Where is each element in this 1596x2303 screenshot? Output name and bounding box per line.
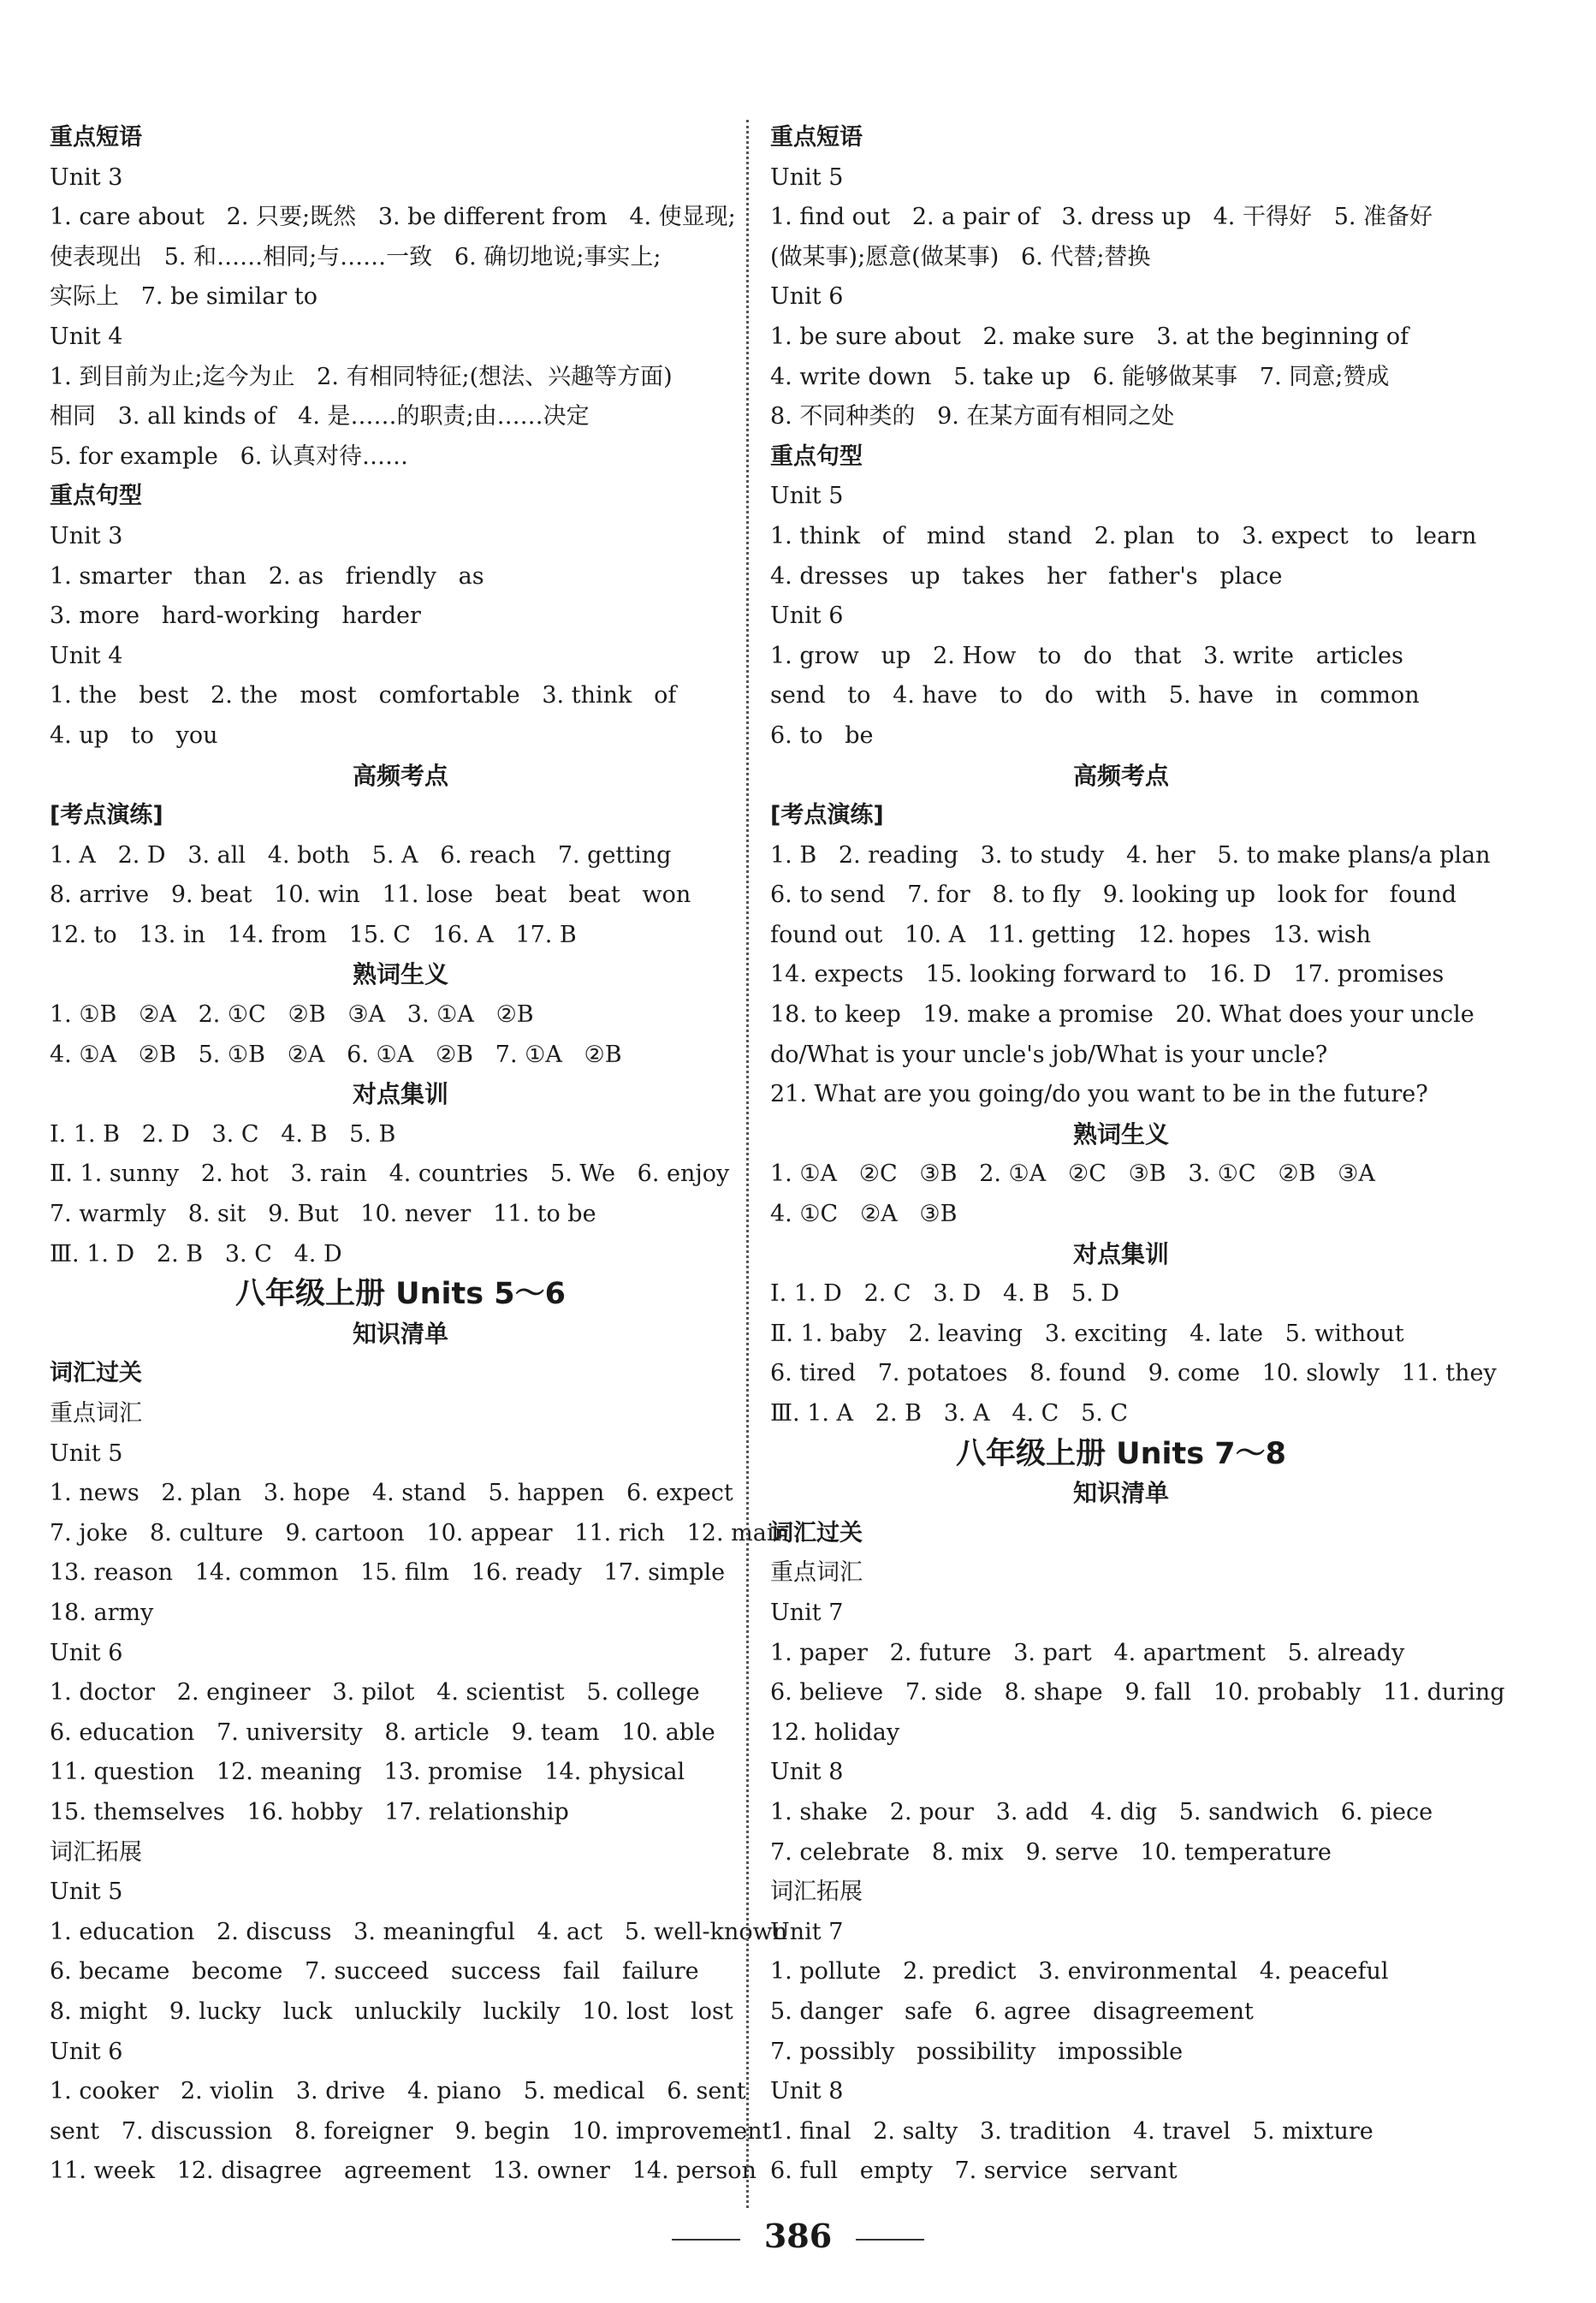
text-line: 3. more hard-working harder (50, 602, 421, 630)
text-line: 13. reason 14. common 15. film 16. ready 17. simple (50, 1559, 726, 1587)
text-line: Unit 5 (50, 1439, 123, 1467)
text-line: Unit 4 (50, 323, 123, 350)
centered-heading: 对点集训 (1072, 1239, 1169, 1268)
section-heading: [考点演练] (50, 802, 163, 829)
text-line: 6. education 7. university 8. article 9. team 10. able (50, 1718, 715, 1746)
text-line: 1. doctor 2. engineer 3. pilot 4. scientist 5. college (50, 1679, 700, 1706)
text-line: Ⅰ. 1. D 2. C 3. D 4. B 5. D (770, 1280, 1119, 1308)
column-divider (746, 120, 749, 2208)
text-line: 1. grow up 2. How to do that 3. write articles (770, 642, 1403, 669)
text-line: Unit 5 (770, 163, 844, 191)
centered-heading: 知识清单 (352, 1319, 448, 1348)
text-line: 1. ①B ②A 2. ①C ②B ③A 3. ①A ②B (50, 1001, 534, 1029)
text-line: sent 7. discussion 8. foreigner 9. begin 10. improvement (50, 2117, 772, 2145)
text-line: 4. up to you (50, 721, 218, 749)
text-line: Unit 5 (50, 1879, 123, 1906)
text-line: Ⅲ. 1. D 2. B 3. C 4. D (50, 1240, 342, 1267)
centered-heading: 熟词生义 (352, 960, 448, 989)
text-line: 11. week 12. disagree agreement 13. owner 14. person (50, 2158, 756, 2185)
text-line: 1. news 2. plan 3. hope 4. stand 5. happen 6. expect (50, 1480, 733, 1507)
section-heading: 词汇过关 (50, 1360, 142, 1387)
text-line: Unit 6 (50, 2038, 123, 2065)
text-line: Unit 6 (50, 1639, 123, 1666)
text-line: 18. to keep 19. make a promise 20. What does your uncle (770, 1001, 1474, 1029)
text-line: Unit 4 (50, 642, 123, 669)
section-heading: 重点句型 (50, 483, 142, 510)
text-line: 5. for example 6. 认真对待…… (50, 442, 408, 470)
text-line: 1. ①A ②C ③B 2. ①A ②C ③B 3. ①C ②B ③A (770, 1160, 1375, 1188)
text-line: Unit 3 (50, 522, 123, 549)
section-heading: [考点演练] (770, 802, 884, 829)
centered-heading: 对点集训 (352, 1080, 448, 1109)
text-line: 1. the best 2. the most comfortable 3. think of (50, 682, 677, 709)
text-line: 15. themselves 16. hobby 17. relationship (50, 1798, 569, 1825)
text-line: found out 10. A 11. getting 12. hopes 13. wish (770, 921, 1371, 948)
text-line: (做某事);愿意(做某事) 6. 代替;替换 (770, 243, 1151, 270)
text-line: 词汇拓展 (770, 1879, 863, 1906)
text-line: 重点词汇 (50, 1400, 142, 1427)
text-line: 使表现出 5. 和……相同;与……一致 6. 确切地说;事实上; (50, 243, 662, 270)
text-line: Unit 7 (770, 1599, 844, 1626)
text-line: 相同 3. all kinds of 4. 是……的职责;由……决定 (50, 403, 590, 430)
footer-dash-left (672, 2239, 740, 2241)
text-line: 6. to send 7. for 8. to fly 9. looking up look for found (770, 881, 1457, 909)
text-line: 12. holiday (770, 1718, 900, 1746)
left-column (50, 118, 789, 2192)
text-line: Unit 7 (770, 1918, 844, 1945)
text-line: 重点词汇 (770, 1559, 863, 1587)
text-line: 6. believe 7. side 8. shape 9. fall 10. probably 11. during (770, 1679, 1505, 1706)
text-line: 21. What are you going/do you want to be in the future? (770, 1081, 1428, 1108)
section-heading: 重点短语 (770, 124, 863, 151)
footer-dash-right (856, 2239, 924, 2241)
text-line: Unit 6 (770, 283, 844, 311)
text-line: 1. 到目前为止;迄今为止 2. 有相同特征;(想法、兴趣等方面) (50, 363, 673, 390)
text-line: 6. tired 7. potatoes 8. found 9. come 10. slowly 11. they (770, 1360, 1497, 1387)
text-line: Ⅱ. 1. sunny 2. hot 3. rain 4. countries 5. We 6. enjoy (50, 1160, 730, 1188)
text-line: Unit 3 (50, 163, 123, 191)
text-line: 7. celebrate 8. mix 9. serve 10. temperature (770, 1838, 1332, 1866)
text-line: 1. cooker 2. violin 3. drive 4. piano 5. medical 6. sent (50, 2078, 746, 2105)
text-line: 8. arrive 9. beat 10. win 11. lose beat beat won (50, 881, 691, 909)
text-line: 12. to 13. in 14. from 15. C 16. A 17. B (50, 921, 577, 948)
text-line: 1. B 2. reading 3. to study 4. her 5. to make plans/a plan (770, 841, 1491, 869)
text-line: 7. possibly possibility impossible (770, 2038, 1184, 2065)
unit-title: 八年级上册 Units 7～8 (956, 1436, 1286, 1471)
text-line: Unit 6 (770, 602, 844, 630)
centered-heading: 高频考点 (352, 761, 448, 790)
text-line: Unit 5 (770, 483, 844, 510)
text-line: 1. A 2. D 3. all 4. both 5. A 6. reach 7. getting (50, 841, 672, 869)
text-line: 6. became become 7. succeed success fail failure (50, 1958, 699, 1985)
text-line: 7. warmly 8. sit 9. But 10. never 11. to be (50, 1201, 596, 1228)
text-line: 8. might 9. lucky luck unluckily luckily 10. lost lost (50, 1997, 733, 2025)
text-line: 4. ①C ②A ③B (770, 1201, 958, 1228)
text-line: do/What is your uncle's job/What is your uncle? (770, 1041, 1328, 1068)
text-line: 11. question 12. meaning 13. promise 14. physical (50, 1759, 685, 1786)
text-line: 8. 不同种类的 9. 在某方面有相同之处 (770, 403, 1175, 430)
text-line: Ⅲ. 1. A 2. B 3. A 4. C 5. C (770, 1400, 1129, 1427)
page-footer (0, 2217, 1596, 2255)
text-line: 18. army (50, 1599, 154, 1626)
centered-heading: 高频考点 (1072, 761, 1169, 790)
text-line: 14. expects 15. looking forward to 16. D 17. promises (770, 961, 1445, 988)
unit-title: 八年级上册 Units 5～6 (235, 1277, 566, 1312)
text-line: send to 4. have to do with 5. have in common (770, 682, 1420, 709)
text-line: 1. care about 2. 只要;既然 3. be different from 4. 使显现; (50, 204, 736, 231)
text-line: 1. final 2. salty 3. tradition 4. travel 5. mixture (770, 2117, 1374, 2145)
text-line: 7. joke 8. culture 9. cartoon 10. appear 11. rich 12. main (50, 1519, 789, 1546)
section-heading: 词汇过关 (770, 1519, 863, 1546)
text-line: 1. education 2. discuss 3. meaningful 4. act 5. well-known (50, 1918, 788, 1945)
text-line: Ⅰ. 1. B 2. D 3. C 4. B 5. B (50, 1120, 396, 1148)
text-line: 5. danger safe 6. agree disagreement (770, 1997, 1254, 2025)
section-heading: 重点句型 (770, 442, 863, 470)
text-line: 1. think of mind stand 2. plan to 3. expect to learn (770, 522, 1477, 549)
text-line: 4. dresses up takes her father's place (770, 562, 1283, 590)
text-line: 1. smarter than 2. as friendly as (50, 562, 484, 590)
text-line: 4. write down 5. take up 6. 能够做某事 7. 同意;赞成 (770, 363, 1390, 390)
centered-heading: 熟词生义 (1072, 1119, 1169, 1149)
centered-heading: 知识清单 (1072, 1479, 1169, 1508)
text-line: 6. full empty 7. service servant (770, 2158, 1178, 2185)
right-column (770, 118, 1505, 2192)
text-line: 1. paper 2. future 3. part 4. apartment 5. already (770, 1639, 1405, 1666)
page-number: 386 (763, 2217, 833, 2255)
section-heading: 重点短语 (50, 124, 142, 151)
text-line: 4. ①A ②B 5. ①B ②A 6. ①A ②B 7. ①A ②B (50, 1041, 622, 1068)
text-line: 1. be sure about 2. make sure 3. at the beginning of (770, 323, 1409, 350)
text-line: 6. to be (770, 721, 874, 749)
text-line: Unit 8 (770, 1759, 844, 1786)
text-line: 1. shake 2. pour 3. add 4. dig 5. sandwich 6. piece (770, 1798, 1433, 1825)
text-line: 1. pollute 2. predict 3. environmental 4. peaceful (770, 1958, 1389, 1985)
text-line: Ⅱ. 1. baby 2. leaving 3. exciting 4. late 5. without (770, 1320, 1404, 1347)
text-line: 1. find out 2. a pair of 3. dress up 4. 干得好 5. 准备好 (770, 204, 1433, 231)
text-line: 实际上 7. be similar to (50, 283, 317, 311)
text-line: Unit 8 (770, 2078, 844, 2105)
text-line: 词汇拓展 (50, 1838, 142, 1866)
